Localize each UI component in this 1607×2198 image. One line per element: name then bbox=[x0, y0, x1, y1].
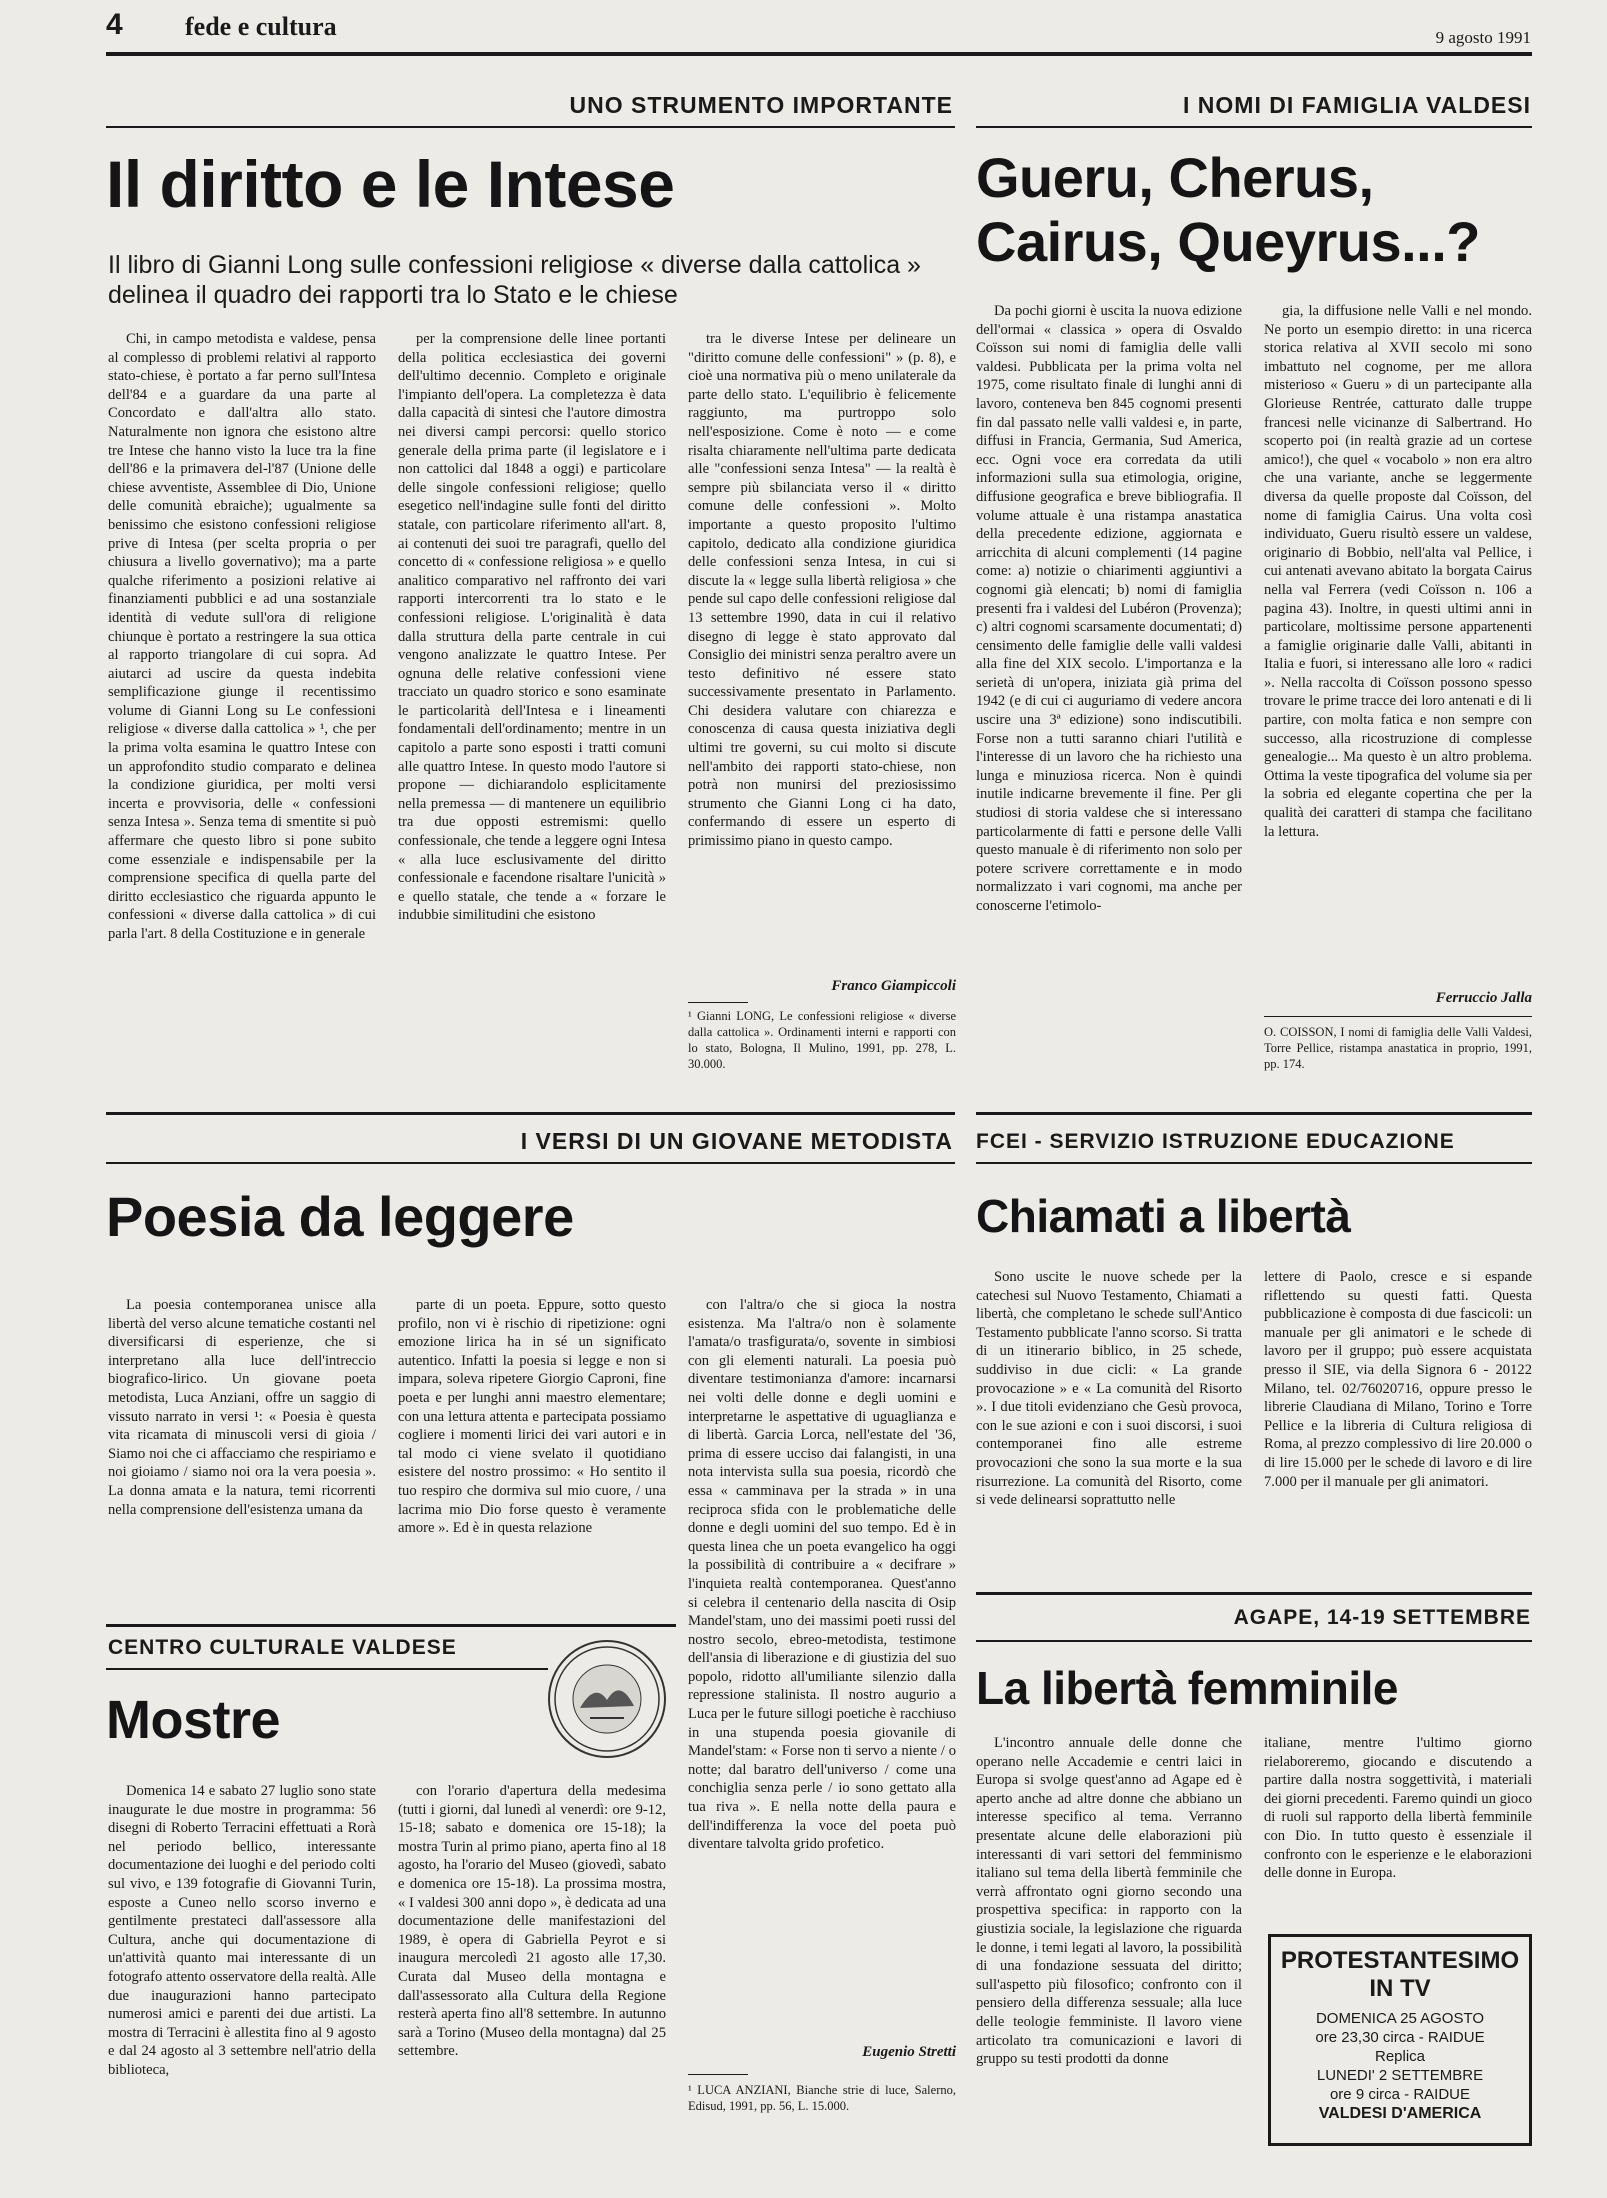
art4-kicker: CENTRO CULTURALE VALDESE bbox=[108, 1636, 457, 1659]
art1-footnote-rule bbox=[688, 1002, 748, 1003]
art2-column-1: Da pochi giorni è uscita la nuova edizione dell'ormai « classica » opera di Osvaldo Coïsson sui nomi di famiglia delle valli valdesi. Pubblicata per la prima volta nel 1975, come risultato finale di lunghi anni di lavoro, conteneva ben 845 cognomi presenti fin dal passato nelle valli valdesi e, in parte, diffusi in Francia, Germania, Sud America, ecc. Ogni voce era corredata da utili informazioni sulla sua etimologia, origine, diffusione geografica e breve bibliografia. Il volume attuale è una ristampa anastatica della precedente edizione, aggiornata e arricchita di alcuni complementi (14 pagine come: a) notizie o chiarimenti aggiuntivi a cognomi già elencati; b) nomi di famiglia presenti fra i valdesi del Lubéron (Provenza); c) altri cognomi scarsamente documentati; d) censimento delle famiglie delle valli valdesi alla fine del XIX secolo. L'importanza e la serietà di un'opera, iniziata già prima del 1942 (e di cui ci auguriamo di vedere ancora uscire una 3ª edizione) sono indiscutibili. Forse non a tutti saranno chiari l'utilità e l'interesse di un lavoro che ha richiesto una lunga e minuziosa ricerca. Non è quindi inutile indicarne brevemente il fine. Per gli studiosi di storia valdese che si interessano particolarmente di fatti e persone delle Valli questo manuale è di riferimento non solo per potere scrivere correttamente e in modo normalizzato i vari cognomi, ma anche per conoscerne l'etimolo- bbox=[976, 303, 1242, 914]
art4-rule bbox=[106, 1668, 548, 1670]
art4-column-1: Domenica 14 e sabato 27 luglio sono state inaugurate le due mostre in programma: 56 disegni di Roberto Terracini effettuati a Rorà nel periodo bellico, interessante documentazione dei luoghi e del periodo colti sul vivo, e 139 fotografie di Giovanni Turin, esposte a Cuneo nello scorso inverno e gentilmente prestateci dall'assessore alla Cultura, anche qui documentazione di un'attività quanto mai interessante di un fotografo attento osservatore della realtà. Alle due inaugurazioni hanno partecipato numerosi amici e parenti dei due artisti. La mostra di Terracini è allestita fino al 9 agosto e dal 24 agosto al 3 settembre nell'atrio della biblioteca, bbox=[108, 1783, 376, 2078]
art6-column-1: L'incontro annuale delle donne che operano nelle Accademie e centri laici in Europa si svolge quest'anno ad Agape ed è aperto anche ad altre donne che abbiano un interesse specifico al tema. Verranno presentate alcune delle elaborazioni più interessanti di vari settori del femminismo italiano sul tema della libertà femminile che verrà affrontato ogni giorno secondo una prospettiva specifica: in rapporto con la giustizia sociale, la legislazione che riguarda le donne, i temi legati al lavoro, la possibilità di una fondazione sessuata del diritto; sull'aspetto più filosofico; confronto con il pensiero della differenza sessuale; alla luce delle teologie femministe. Il lavoro viene articolato tra comunicazioni e lavori di gruppo su testi prodotti da donne bbox=[976, 1735, 1242, 2068]
art3-column-3: con l'altra/o che si gioca la nostra esistenza. Ma l'altra/o non è solamente l'amata/o trasfigurata/o, sovente in simbiosi con gli elementi naturali. La poesia può diventare testimonianza d'amore: incarnarsi nei volti delle donne e degli uomini e interpretarne le aspettative di uguaglianza e di libertà. Garcia Lorca, nell'estate del '36, prima di essere ucciso dai falangisti, in una nota intervista sulla sua poesia, ricordò che essa « camminava per la strada » in una reciproca sfida con le problematiche delle donne e degli uomini del suo tempo. Ed è in questa linea che un poeta evangelico ha oggi la possibilità di contribuire a « decifrare » l'inquieta realtà contemporanea. Quest'anno si celebra il centenario della nascita di Osip Mandel'stam, uno dei massimi poeti russi del nostro secolo, ebreo-metodista, testimone dell'ansia di liberazione e di giustizia del suo popolo, ridotto all'umiliante silenzio dalla repressione stalinista. Il nostro augurio a Luca per le future sillogi poetiche è racchiuso in una stupenda poesia giovanile di Mandel'stam: « Forse non ti servo a niente / o notte; dal baratro dell'universo / come una conchiglia senza perle / io sono gettato alla tua riva ». E nella notte della paura e dell'indifferenza la voce del poeta può diventare talvolta grido profetico. bbox=[688, 1297, 956, 1853]
tv-line-5: ore 9 circa - RAIDUE bbox=[1329, 2086, 1471, 2103]
tv-schedule-box bbox=[1268, 1934, 1532, 2146]
art3-signature: Eugenio Stretti bbox=[862, 2044, 956, 2060]
art5-column-2: lettere di Paolo, cresce e si espande riflettendo su questi fatti. Questa pubblicazione è composta di due fascicoli: un manuale per gli animatori e le schede di lavoro per il gruppo; può essere acquistata presso il SIE, via della Signora 6 - 20122 Milano, tel. 02/76020716, oppure presso le librerie Claudiana di Milano, Torino e Torre Pellice e la libreria di Cultura religiosa di Roma, al prezzo complessivo di lire 20.000 o di lire 15.000 per le schede di lavoro e di lire 7.000 per il manuale per gli animatori. bbox=[1264, 1269, 1532, 1490]
art1-kicker: UNO STRUMENTO IMPORTANTE bbox=[569, 92, 953, 118]
art3-column-1: La poesia contemporanea unisce alla libertà del verso alcune tematiche costanti nel diversificarsi di esperienze, che si interpretano alla luce dell'intreccio biografico-lirico. Un giovane poeta metodista, Luca Anziani, offre un saggio di vissuto narrato in versi ¹: « Poesia è questa vita ricamata di minuscoli versi di gioia / Siamo noi che ci affacciamo che respiriamo e noi gioiamo / siamo noi ora la vera poesia ». La donna amata e la natura, temi ricorrenti nella comprensione dell'esistenza umana da bbox=[108, 1297, 376, 1518]
art2-kicker: I NOMI DI FAMIGLIA VALDESI bbox=[1183, 92, 1531, 118]
art4-top-rule bbox=[106, 1624, 676, 1627]
tv-line-1: DOMENICA 25 AGOSTO bbox=[1315, 2010, 1485, 2027]
header-rule bbox=[106, 52, 1532, 56]
tv-line-6: VALDESI D'AMERICA bbox=[1318, 2105, 1482, 2122]
art5-top-rule bbox=[976, 1112, 1532, 1115]
art3-footnote-rule bbox=[688, 2074, 748, 2075]
art6-top-rule bbox=[976, 1592, 1532, 1595]
art6-title: La libertà femminile bbox=[976, 1662, 1399, 1714]
art1-rule bbox=[106, 126, 955, 128]
art5-title: Chiamati a libertà bbox=[976, 1190, 1351, 1242]
art5-kicker: FCEI - SERVIZIO ISTRUZIONE EDUCAZIONE bbox=[976, 1130, 1455, 1153]
art3-column-2: parte di un poeta. Eppure, sotto questo profilo, non vi è rischio di ripetizione: ogni emozione lirica ha in sé un significato autentico. Infatti la poesia si legge e non si impara, soleva ripetere Giorgio Caproni, fine poeta e per lunghi anni maestro elementare; con una lettura attenta e partecipata possiamo cogliere i momenti lirici dei vari autori e in tal modo ci viene svelato il quotidiano esistere del nostro prossimo: « Ho sentito il tuo respiro che dormiva sul mio cuore, / una lacrima mio Dio forse questo è veramente amore ». Ed è in questa relazione bbox=[398, 1297, 666, 1537]
art2-signature: Ferruccio Jalla bbox=[1435, 990, 1532, 1006]
page-number: 4 bbox=[106, 8, 123, 41]
art1-column-1: Chi, in campo metodista e valdese, pensa al complesso di problemi relativi al rapporto stato-chiese, è portato a far perno sull'Intesa dell'84 e a guardare da una parte al Concordato e dall'altra allo stato. Naturalmente non ignora che esistono altre tre Intese che hanno visto la luce tra la fine dell'86 e la primavera del-l'87 (Unione delle chiese avventiste, Assemblee di Dio, Unione delle comunità ebraiche); ugualmente sa benissimo che esistono confessioni religiose prive di Intesa (per scelta propria o per chiusura a livello governativo); ma a parte qualche riferimento a posizioni relative ai finanziamenti pubblici e ad una sostanziale identità di vedute sull'ora di religione chiunque è portato a restringere la sua ottica al rapporto triangolare di cui sopra. Ad aiutarci ad uscire da questa indebita semplificazione giunge il recentissimo volume di Gianni Long su Le confessioni religiose « diverse dalla cattolica » ¹, che per la prima volta esamina le quattro Intese con un approfondito studio comparato e delinea la condizione giuridica, per molti versi incerta e provvisoria, delle « confessioni senza Intesa ». Senza tema di smentite si può affermare che questo libro si pone subito come essenziale e indispensabile per la comprensione specifica di quella parte del diritto ecclesiastico che riguarda appunto le confessioni « diverse dalla cattolica » di cui parla l'art. 8 della Costituzione e in generale bbox=[108, 331, 376, 942]
issue-date: 9 agosto 1991 bbox=[1435, 28, 1531, 47]
tv-title-line-2: IN TV bbox=[1369, 1975, 1431, 2002]
art3-rule bbox=[106, 1162, 955, 1164]
art2-title-line-1: Gueru, Cherus, bbox=[976, 146, 1374, 209]
art3-footnote: ¹ LUCA ANZIANI, Bianche strie di luce, Salerno, Edisud, 1991, pp. 56, L. 15.000. bbox=[688, 2083, 956, 2113]
art1-footnote: ¹ Gianni LONG, Le confessioni religiose « diverse dalla cattolica ». Ordinamenti interni e rapporti con lo stato, Bologna, Il Mulino, 1991, pp. 278, L. 30.000. bbox=[688, 1009, 956, 1071]
section-title: fede e cultura bbox=[185, 12, 337, 41]
art6-kicker: AGAPE, 14-19 SETTEMBRE bbox=[1233, 1606, 1531, 1629]
art3-kicker: I VERSI DI UN GIOVANE METODISTA bbox=[520, 1128, 953, 1154]
art1-column-2: per la comprensione delle linee portanti della politica ecclesiastica dei governi dell'ultimo decennio. Completo e originale l'impianto dell'opera. La completezza è data dalla capacità di sintesi che l'autore dimostra nei diversi campi percorsi: quello storico generale della prima parte (il legislatore e i non cattolici dal 1848 a oggi) e particolare delle singole confessioni religiose; quello esegetico nell'indagine sulle fonti del diritto statale, con particolare riferimento all'art. 8, ai contenuti dei suoi tre paragrafi, quello del concetto di « confessione religiosa » e quello analitico comparativo nel raffronto dei vari rapporti intercorrenti tra lo stato e le confessioni religiose. L'originalità è data dalla struttura della parte centrale in cui vengono analizzate le quattro Intese. Per ognuna delle relative confessioni viene tracciato un quadro storico e sono esaminate le particolarità dell'Intesa e i lineamenti fondamentali dell'ordinamento; mentre in un capitolo a parte sono esposti i tratti comuni alle quattro Intese. In questo modo l'autore si propone — dichiarandolo esplicitamente nella premessa — di mantenere un equilibrio tra due opposti estremismi: quello confessionale, che tende a leggere ogni Intesa « alla luce esclusivamente del diritto confessionale e facendone risaltare l'unicità » e quello statale, che tende a « forzare le indubbie similitudini che esistono bbox=[398, 331, 666, 924]
art2-title-line-2: Cairus, Queyrus...? bbox=[976, 210, 1480, 273]
art3-top-rule bbox=[106, 1112, 955, 1115]
tv-title-line-1: PROTESTANTESIMO bbox=[1280, 1947, 1520, 1974]
art4-title: Mostre bbox=[106, 1690, 281, 1750]
art5-rule bbox=[976, 1162, 1532, 1164]
art1-signature: Franco Giampiccoli bbox=[831, 978, 956, 994]
art6-rule bbox=[976, 1640, 1532, 1642]
art6-column-2: italiane, mentre l'ultimo giorno rielaboreremo, giocando e discutendo a partire dalla nostra soggettività, i materiali dei giorni precedenti. Faremo quindi un gioco di ruoli sul rapporto della libertà femminile con Dio. In tutto questo è essenziale il confronto con le esperienze e le elaborazioni delle donne in Europa. bbox=[1264, 1735, 1532, 1882]
art1-title: Il diritto e le Intese bbox=[106, 147, 675, 221]
centro-culturale-seal-logo bbox=[548, 1640, 666, 1758]
tv-line-2: ore 23,30 circa - RAIDUE bbox=[1315, 2029, 1485, 2046]
art1-column-3: tra le diverse Intese per delineare un "diritto comune delle confessioni" » (p. 8), e cioè una normativa più o meno unilaterale da parte dello stato. L'equilibrio è felicemente raggiunto, ma purtroppo solo nell'esposizione. Come è noto — e come risalta chiaramente nell'ultima parte dedicata alle "confessioni senza Intesa" — la realtà è sempre più sbilanciata verso il « diritto comune delle confessioni ». Molto importante a questo proposito l'ultimo capitolo, dedicato alla condizione giuridica delle confessioni senza Intesa, in cui si discute la « legge sulla libertà religiosa » che pende sul capo delle confessioni religiose dal 13 settembre 1990, data in cui il relativo disegno di legge è stato approvato dal Consiglio dei ministri senza peraltro avere un testo definitivo né essere stato successivamente presentato in Parlamento. Chi desidera valutare con chiarezza e conoscenza di causa questa iniziativa degli ultimi tre governi, su cui molto si discute nell'ambito dei rapporti stato-chiese, non potrà non munirsi del preziosissimo strumento che Gianni Long ci ha dato, confermando di essere un esperto di primissimo piano in questo campo. bbox=[688, 331, 956, 850]
tv-line-3: Replica bbox=[1374, 2048, 1426, 2065]
tv-line-4: LUNEDI' 2 SETTEMBRE bbox=[1316, 2067, 1484, 2084]
art3-title: Poesia da leggere bbox=[106, 1185, 574, 1248]
art2-footnote: O. COISSON, I nomi di famiglia delle Valli Valdesi, Torre Pellice, ristampa anastatica in proprio, 1991, pp. 174. bbox=[1264, 1025, 1532, 1071]
art1-subtitle: Il libro di Gianni Long sulle confessioni religiose « diverse dalla cattolica » delinea il quadro dei rapporti tra lo Stato e le chiese bbox=[108, 251, 921, 309]
art2-footnote-rule bbox=[1264, 1016, 1532, 1017]
art4-column-2: con l'orario d'apertura della medesima (tutti i giorni, dal lunedì al venerdì: ore 9-12, 15-18; sabato e domenica ore 15-18); la mostra Turin al primo piano, aperta fino al 18 agosto, ha l'orario del Museo (giovedì, sabato e domenica ore 15-18). La prossima mostra, « I valdesi 300 anni dopo », è dedicata ad una documentazione delle manifestazioni del 1989, è opera di Gabriella Peyrot e si inaugura mercoledì 21 agosto alle 17,30. Curata dal Museo della montagna e dall'assessorato alla Cultura della Regione resterà aperta fino all'8 settembre. In autunno sarà a Torino (Museo della montagna) dal 25 settembre. bbox=[398, 1783, 666, 2060]
art2-rule bbox=[976, 126, 1532, 128]
art2-column-2: gia, la diffusione nelle Valli e nel mondo. Ne porto un esempio diretto: in una ricerca storica relativa al XVII secolo mi sono imbattuto nel cognome, per me allora misterioso « Gueru » di un partecipante alla Glorieuse Rentrée, catturato dalle truppe francesi nelle vicinanze di Salbertrand. Ho scoperto poi (in realtà grazie ad un cortese amico!), che quel « vocabolo » non era altro che una variante, anche se leggermente diversa da quelle proposte dal Coïsson, del nome di famiglia Cairus. Una volta così individuato, Gueru risultò essere un valdese, originario di Bobbio, nell'alta val Pellice, i cui antenati avevano abitato la borgata Cairus nella val Ferrera (vedi Coïsson n. 106 a pagina 43). Inoltre, in questi ultimi anni in particolare, moltissime persone appartenenti a famiglie originarie dalle Valli, abitanti in Italia e fuori, si interessano alle loro « radici ». Nella raccolta di Coïsson possono spesso trovare le prime tracce dei loro antenati e di li partire, con molta fatica e non sempre con successo, alla ricostruzione di complesse genealogie... Ma questo è un altro problema. Ottima la veste tipografica del volume sia per la sobria ed elegante copertina che per la qualità dei caratteri di stampa che facilitano la lettura. bbox=[1264, 303, 1532, 840]
art5-column-1: Sono uscite le nuove schede per la catechesi sul Nuovo Testamento, Chiamati a libertà, che completano le schede sull'Antico Testamento pubblicate l'anno scorso. Si tratta di un itinerario biblico, in 25 schede, suddiviso in due cicli: « La grande provocazione » e « La comunità del Risorto ». I due titoli evidenziano che Gesù provoca, con le sue azioni e con i suoi discorsi, i suoi contemporanei fino alle estreme provocazioni che sono la sua morte e la sua risurrezione. La comunità del Risorto, come si vede delinearsi soprattutto nelle bbox=[976, 1269, 1242, 1509]
